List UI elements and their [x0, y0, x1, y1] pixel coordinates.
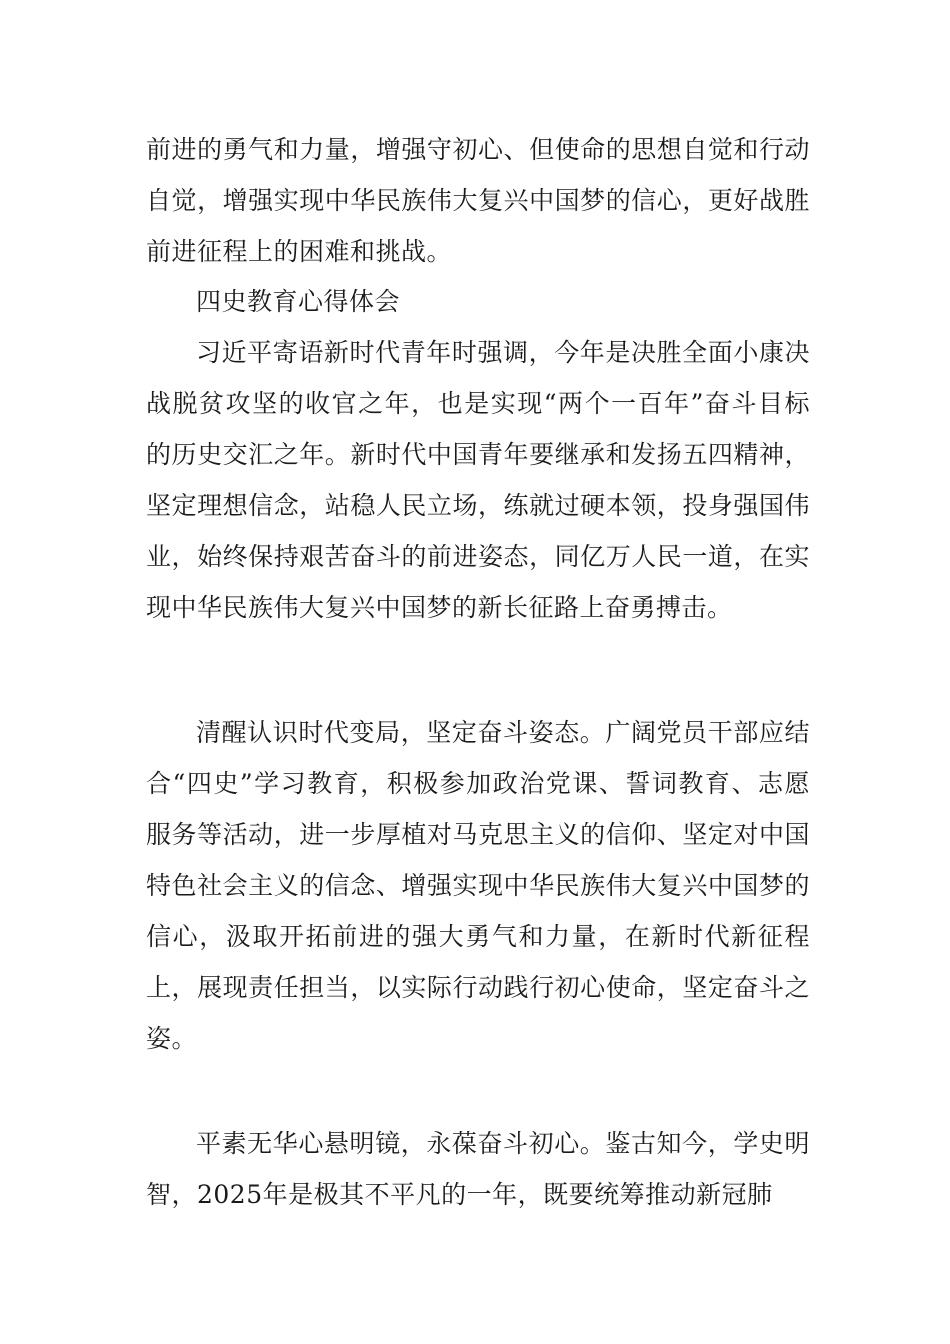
paragraph-youth-message: 习近平寄语新时代青年时强调，今年是决胜全面小康决战脱贫攻坚的收官之年，也是实现“两个一百年”奋斗目标的历史交汇之年。新时代中国青年要继承和发扬五四精神，坚定理想信念，站稳人民立场，练就过硬本领，投身强国伟业，始终保持艰苦奋斗的前进姿态，同亿万人民一道，在实现中华民族伟大复兴中国梦的新长征路上奋勇搏击。	[146, 338, 810, 622]
paragraph-original-aspiration: 平素无华心悬明镜，永葆奋斗初心。鉴古知今，学史明智，2025年是极其不平凡的一年，既要统筹推动新冠肺	[146, 1129, 810, 1209]
paragraph-continuation: 前进的勇气和力量，增强守初心、但使命的思想自觉和行动自觉，增强实现中华民族伟大复兴中国梦的信心，更好战胜前进征程上的困难和挑战。	[146, 135, 810, 266]
paragraph-era-change: 清醒认识时代变局，坚定奋斗姿态。广阔党员干部应结合“四史”学习教育，积极参加政治党课、誓词教育、志愿服务等活动，进一步厚植对马克思主义的信仰、坚定对中国特色社会主义的信念、增强实现中华民族伟大复兴中国梦的信心，汲取开拓前进的强大勇气和力量，在新时代新征程上，展现责任担当，以实际行动践行初心使命，坚定奋斗之姿。	[146, 718, 810, 1053]
section-heading: 四史教育心得体会	[196, 287, 401, 316]
